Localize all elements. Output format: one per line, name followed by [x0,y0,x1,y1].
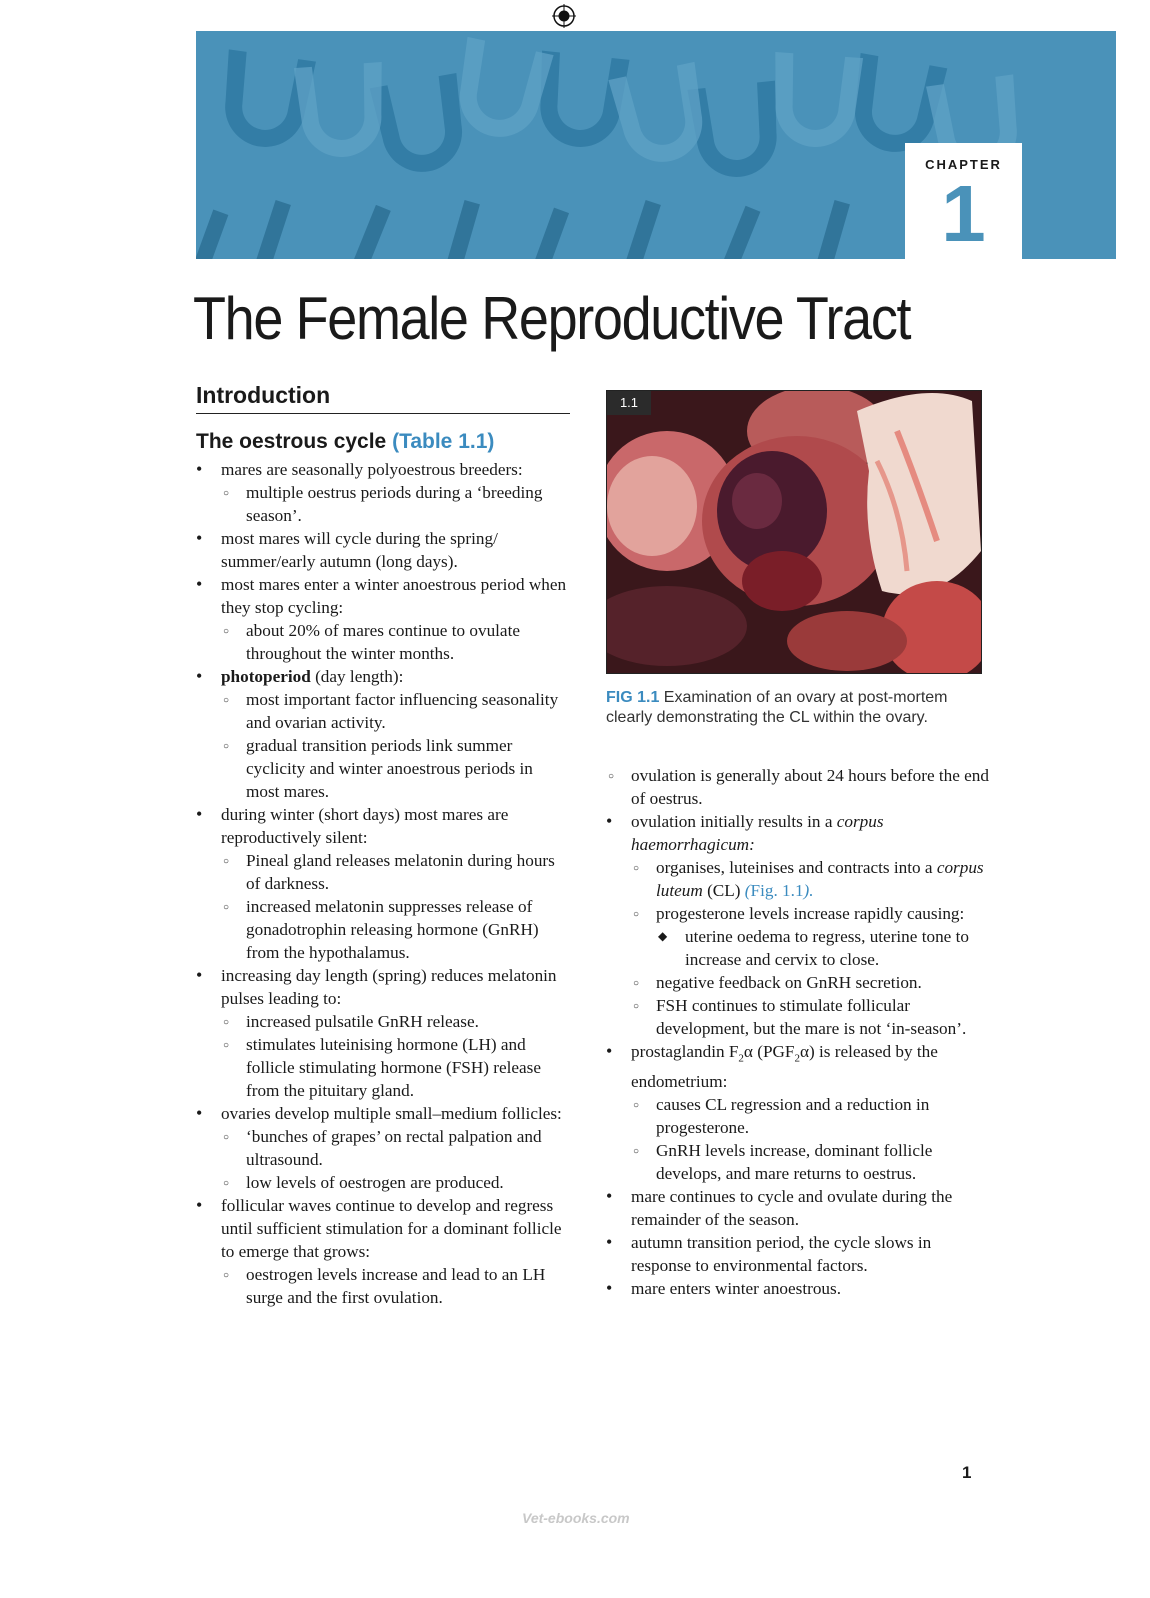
registration-mark-icon [552,4,576,28]
list-item: ○ increased pulsatile GnRH release. [221,1010,570,1033]
left-column [196,382,570,1309]
paren-open: ( [744,881,751,900]
list-item: ○ increased melatonin suppresses release of gonadotrophin releasing hormone (GnRH) from the hypothalamus. [221,895,570,964]
list-item: ○ about 20% of mares continue to ovulate throughout the winter months. [221,619,570,665]
list-item: ○ FSH continues to stimulate follicular development, but the mare is not ‘in-season’. [631,994,990,1040]
list-item [196,573,570,665]
list-item [196,665,570,803]
page-title: The Female Reproductive Tract [193,285,911,352]
item-text: prostaglandin F [631,1042,739,1061]
bullet-list-continued [606,764,990,1300]
list-item [631,902,990,971]
chapter-label: CHAPTER [925,157,1002,172]
list-item: ○ gradual transition periods link summer cyclicity and winter anoestrous periods in most mares. [221,734,570,803]
list-item [606,764,990,810]
paren-close: ). [803,881,814,900]
item-text: (day length): [310,667,404,686]
list-item [196,803,570,964]
sub-sub-list [656,925,990,971]
section-heading: Introduction [196,382,570,414]
ovary-photo [606,390,982,674]
item-text: most mares enter a winter anoestrous period when they stop cycling: [221,575,567,617]
item-text: (CL) [702,881,745,900]
list-item: • autumn transition period, the cycle slows in response to environmental factors. [606,1231,990,1277]
ovary-image [607,391,981,673]
sub-list [221,1010,570,1102]
list-item: ○ negative feedback on GnRH secretion. [631,971,990,994]
item-text: during winter (short days) most mares are reproductively silent: [221,805,509,847]
list-item: ○ ‘bunches of grapes’ on rectal palpation and ultrasound. [221,1125,570,1171]
item-text: mares are seasonally polyoestrous breeders: [221,460,523,479]
item-text: most mares will cycle during the spring/ summer/early autumn (long days). [221,529,498,571]
list-item: • mare continues to cycle and ovulate during the remainder of the season. [606,1185,990,1231]
sub-list [221,1263,570,1309]
list-item [196,527,570,573]
list-item: ◆ uterine oedema to regress, uterine tone to increase and cervix to close. [656,925,990,971]
bullet-list [196,458,570,1309]
figure-tag: 1.1 [607,391,651,415]
sub-list [631,856,990,1040]
list-item [196,458,570,527]
item-text: follicular waves continue to develop and regress until sufficient stimulation for a dominant follicle to emerge that grows: [221,1196,562,1261]
figure-label: FIG 1.1 [606,689,660,706]
list-item [631,856,990,902]
sub-list [221,481,570,527]
watermark: Vet-ebooks.com [522,1510,630,1526]
subscript: 2 [794,1052,800,1065]
subsection-heading-text: The oestrous cycle [196,430,393,453]
item-term: corpus haemorrhagicum: [631,812,884,854]
list-item: ○ stimulates luteinising hormone (LH) and follicle stimulating hormone (FSH) release from the pituitary gland. [221,1033,570,1102]
list-item: ○ oestrogen levels increase and lead to an LH surge and the first ovulation. [221,1263,570,1309]
right-column [606,764,990,1300]
sub-list [221,1125,570,1194]
page-number: 1 [962,1463,972,1482]
sub-list [221,849,570,964]
item-term: photoperiod [221,667,311,686]
list-item [196,1194,570,1309]
item-term: corpus luteum [656,858,984,900]
list-item: ○ GnRH levels increase, dominant follicle develops, and mare returns to oestrus. [631,1139,990,1185]
list-item: ○ causes CL regression and a reduction in progesterone. [631,1093,990,1139]
sub-list [606,764,990,810]
subscript: 2 [738,1052,744,1065]
item-text: ovulation initially results in a [631,812,837,831]
sub-list [631,1093,990,1185]
list-item: • mare enters winter anoestrous. [606,1277,990,1300]
table-link[interactable]: (Table 1.1) [392,430,495,453]
item-text: ovaries develop multiple small–medium follicles: [221,1104,562,1123]
chapter-number: 1 [941,169,986,258]
list-item: ○ Pineal gland releases melatonin during hours of darkness. [221,849,570,895]
list-item: ○ most important factor influencing seasonality and ovarian activity. [221,688,570,734]
list-item [606,1040,990,1185]
item-text: organises, luteinises and contracts into a [656,858,937,877]
sub-list [221,619,570,665]
item-text: progesterone levels increase rapidly causing: [656,904,965,923]
figure-link[interactable]: Fig. 1.1 [750,881,804,900]
sub-list [221,688,570,803]
list-item [196,1102,570,1194]
item-text: α) is released by the endometrium: [631,1042,938,1092]
list-item: ○ low levels of oestrogen are produced. [221,1171,570,1194]
chapter-number-box [905,143,1022,259]
list-item [196,964,570,1102]
list-item: ○ multiple oestrus periods during a ‘breeding season’. [221,481,570,527]
item-text: α (PGF [743,1042,795,1061]
list-item [606,810,990,1040]
list-item: ○ ovulation is generally about 24 hours before the end of oestrus. [606,764,990,810]
figure-caption-text: Examination of an ovary at post-mortem clearly demonstrating the CL within the ovary. [606,689,948,726]
figure-caption [606,688,980,728]
item-text: increasing day length (spring) reduces melatonin pulses leading to: [221,966,557,1008]
subsection-heading [196,430,570,454]
